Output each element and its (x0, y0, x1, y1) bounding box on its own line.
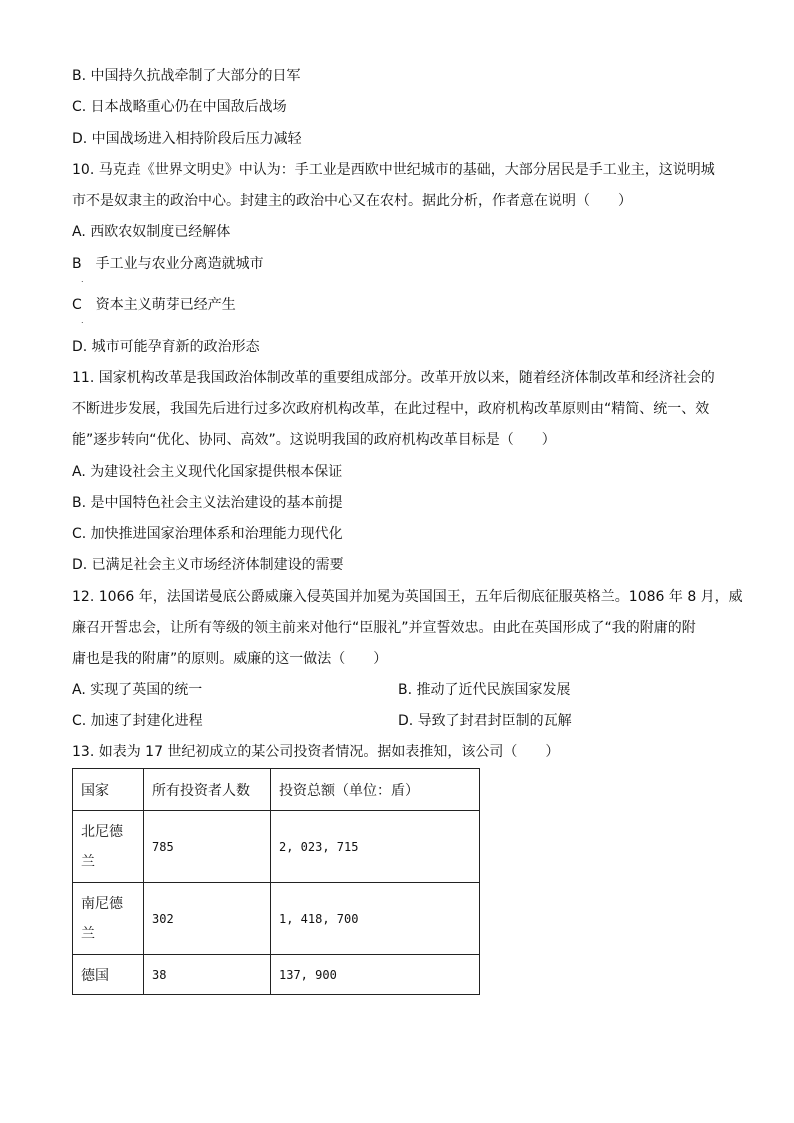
cell-total: 1, 418, 700 (271, 883, 480, 955)
question-12-option-c: C. 加速了封建化进程 (72, 713, 203, 729)
question-12-stem-line1: 12. 1066 年，法国诺曼底公爵威廉入侵英国并加冕为英国国王，五年后彻底征服英格兰。1086 年 8 月，威 (72, 589, 743, 605)
question-12-option-b: B. 推动了近代民族国家发展 (398, 682, 571, 698)
header-total: 投资总额（单位：盾） (271, 769, 480, 811)
question-12-stem-line2: 廉召开誓忠会，让所有等级的领主前来对他行“臣服礼”并宣誓效忠。由此在英国形成了“我的附庸的附 (72, 620, 696, 636)
question-12-stem-line3: 庸也是我的附庸”的原则。威廉的这一做法（ ） (72, 651, 388, 667)
line-d-option-prev: D. 中国战场进入相持阶段后压力减轻 (72, 131, 302, 147)
question-10-option-c: C 资本主义萌芽已经产生 (72, 297, 236, 313)
question-11-option-d: D. 已满足社会主义市场经济体制建设的需要 (72, 557, 344, 573)
table-header-row (73, 769, 480, 811)
cell-total: 2, 023, 715 (271, 811, 480, 883)
question-10-option-b: B 手工业与农业分离造就城市 (72, 256, 264, 272)
question-12-option-a: A. 实现了英国的统一 (72, 682, 203, 698)
cell-country: 南尼德兰 (73, 883, 144, 955)
question-11-stem-line2: 不断进步发展，我国先后进行过多次政府机构改革，在此过程中，政府机构改革原则由“精简、统一、效 (72, 401, 710, 417)
table-row (73, 955, 480, 995)
cell-country: 德国 (73, 955, 144, 995)
question-10-option-d: D. 城市可能孕育新的政治形态 (72, 339, 260, 355)
cell-country: 北尼德兰 (73, 811, 144, 883)
line-b-option-prev: B. 中国持久抗战牵制了大部分的日军 (72, 68, 301, 84)
investor-table (72, 768, 480, 995)
cell-investors: 38 (144, 955, 271, 995)
header-investors: 所有投资者人数 (144, 769, 271, 811)
cell-total: 137, 900 (271, 955, 480, 995)
option-c-dot-mark: . (81, 316, 84, 325)
option-b-dot-mark: . (81, 275, 84, 284)
cell-investors: 302 (144, 883, 271, 955)
question-11-option-a: A. 为建设社会主义现代化国家提供根本保证 (72, 464, 343, 480)
question-13-stem: 13. 如表为 17 世纪初成立的某公司投资者情况。据如表推知，该公司（ ） (72, 744, 560, 760)
table-row (73, 811, 480, 883)
line-c-option-prev: C. 日本战略重心仍在中国敌后战场 (72, 99, 287, 115)
table-row (73, 883, 480, 955)
question-10-stem-line2: 市不是奴隶主的政治中心。封建主的政治中心又在农村。据此分析，作者意在说明（ ） (72, 193, 632, 209)
question-10-option-a: A. 西欧农奴制度已经解体 (72, 224, 231, 240)
question-11-option-b: B. 是中国特色社会主义法治建设的基本前提 (72, 495, 343, 511)
header-country: 国家 (73, 769, 144, 811)
cell-investors: 785 (144, 811, 271, 883)
question-11-stem-line3: 能”逐步转向“优化、协同、高效”。这说明我国的政府机构改革目标是（ ） (72, 432, 556, 448)
question-11-option-c: C. 加快推进国家治理体系和治理能力现代化 (72, 526, 343, 542)
question-10-stem-line1: 10. 马克垚《世界文明史》中认为：手工业是西欧中世纪城市的基础，大部分居民是手工业主，这说明城 (72, 162, 715, 178)
question-11-stem-line1: 11. 国家机构改革是我国政治体制改革的重要组成部分。改革开放以来，随着经济体制改革和经济社会的 (72, 370, 715, 386)
question-12-option-d: D. 导致了封君封臣制的瓦解 (398, 713, 572, 729)
